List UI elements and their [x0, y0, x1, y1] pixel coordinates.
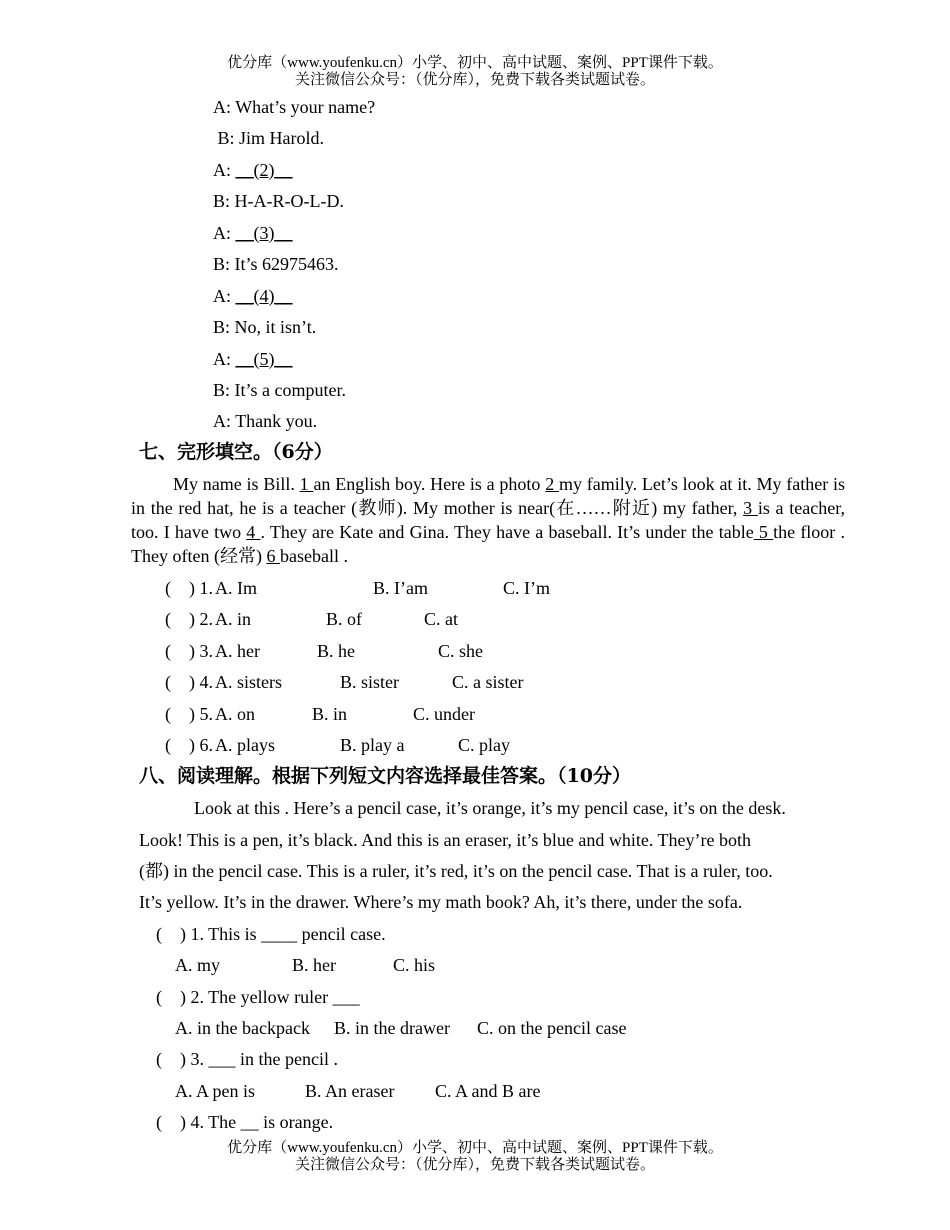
answer-blank: __(5)__ [235, 349, 293, 369]
option-a: A. her [215, 641, 260, 661]
cloze-passage: My name is Bill. 1 an English boy. Here is a photo 2 my family. Let’s look at it. My father is in the red hat, he is a teacher (教师). My mother is near(在……附近) my father, 3 is a teacher, too. I have two 4 . They are Kate and Gina. They have a baseball. It’s under the table 5 the floor . They often (经常) 6 baseball . [131, 474, 846, 566]
option-a: A. A pen is [175, 1081, 256, 1101]
cloze-question: ( ) 6. A. plays B. play a C. play [165, 735, 510, 755]
dialogue-line: A: __(3)__ [213, 223, 293, 243]
cloze-question: ( ) 3. A. her B. he C. she [165, 641, 483, 661]
option-c: C. under [413, 704, 475, 724]
section-7-title: 七、完形填空。（6分） [139, 441, 333, 463]
option-c: C. a sister [452, 672, 524, 692]
cloze-blank-6: 6 [266, 546, 280, 566]
cloze-blank-5: 5 [753, 522, 774, 542]
option-b: B. he [317, 641, 355, 661]
option-a: A. sisters [215, 672, 282, 692]
dialogue-line: B: Jim Harold. [213, 128, 325, 148]
reading-passage-line: (都) in the pencil case. This is a ruler, it’s red, it’s on the pencil case. That is a ruler, too. [139, 861, 773, 881]
option-b: B. An eraser [305, 1081, 395, 1101]
dialogue-line: B: It’s a computer. [213, 380, 346, 400]
option-c: C. at [424, 609, 458, 629]
cloze-blank-1: 1 [299, 474, 314, 494]
dialogue-line: B: H-A-R-O-L-D. [213, 191, 344, 211]
reading-passage-line: It’s yellow. It’s in the drawer. Where’s my math book? Ah, it’s there, under the sofa. [139, 892, 743, 912]
page-footer-line-2: 关注微信公众号：（优分库），免费下载各类试题试卷。 [294, 1157, 655, 1173]
option-b: B. her [292, 955, 336, 975]
answer-blank: __(2)__ [235, 160, 293, 180]
cloze-blank-4: 4 [246, 522, 261, 542]
option-a: A. in the backpack [175, 1018, 310, 1038]
dialogue-line: A: __(5)__ [213, 349, 293, 369]
option-a: A. Im [215, 578, 257, 598]
reading-question-1: ( ) 1. This is ____ pencil case. [156, 924, 386, 944]
option-b: B. sister [340, 672, 400, 692]
option-c: C. on the pencil case [477, 1018, 627, 1038]
option-b: B. I’am [373, 578, 428, 598]
option-c: C. A and B are [435, 1081, 541, 1101]
reading-question-4: ( ) 4. The __ is orange. [156, 1112, 334, 1132]
option-b: B. play a [340, 735, 405, 755]
reading-question-3: ( ) 3. ___ in the pencil . [156, 1049, 338, 1069]
dialogue-line: A: What’s your name? [213, 97, 376, 117]
cloze-question: ( ) 5. A. on B. in C. under [165, 704, 475, 724]
page-header-line-2: 关注微信公众号：（优分库），免费下载各类试题试卷。 [294, 72, 655, 88]
dialogue-line: A: __(2)__ [213, 160, 293, 180]
option-c: C. play [458, 735, 510, 755]
dialogue-line: A: Thank you. [213, 411, 318, 431]
dialogue-line: B: It’s 62975463. [213, 254, 339, 274]
option-c: C. she [438, 641, 483, 661]
cloze-question: ( ) 1. A. Im B. I’am C. I’m [165, 578, 550, 598]
option-c: C. I’m [503, 578, 550, 598]
option-a: A. on [215, 704, 255, 724]
reading-question-2: ( ) 2. The yellow ruler ___ [156, 987, 360, 1007]
option-b: B. of [326, 609, 362, 629]
answer-blank: __(4)__ [235, 286, 293, 306]
cloze-question: ( ) 2. A. in B. of C. at [165, 609, 458, 629]
page-footer-line-1: 优分库（www.youfenku.cn）小学、初中、高中试题、案例、PPT课件下载。 [227, 1140, 723, 1156]
dialogue-line: A: __(4)__ [213, 286, 293, 306]
option-c: C. his [393, 955, 436, 975]
option-a: A. my [175, 955, 220, 975]
dialogue-line: B: No, it isn’t. [213, 317, 317, 337]
option-b: B. in [312, 704, 348, 724]
cloze-blank-3: 3 [743, 498, 758, 518]
reading-passage-line: Look at this . Here’s a pencil case, it’s orange, it’s my pencil case, it’s on the desk. [194, 798, 786, 818]
answer-blank: __(3)__ [235, 223, 293, 243]
option-a: A. in [215, 609, 251, 629]
cloze-question: ( ) 4. A. sisters B. sister C. a sister [165, 672, 524, 692]
cloze-blank-2: 2 [545, 474, 559, 494]
reading-passage-line: Look! This is a pen, it’s black. And this is an eraser, it’s blue and white. They’re both [139, 830, 751, 850]
section-8-title: 八、阅读理解。根据下列短文内容选择最佳答案。（10分） [139, 765, 631, 787]
option-a: A. plays [215, 735, 275, 755]
option-b: B. in the drawer [334, 1018, 450, 1038]
page-header-line-1: 优分库（www.youfenku.cn）小学、初中、高中试题、案例、PPT课件下载。 [227, 55, 723, 71]
